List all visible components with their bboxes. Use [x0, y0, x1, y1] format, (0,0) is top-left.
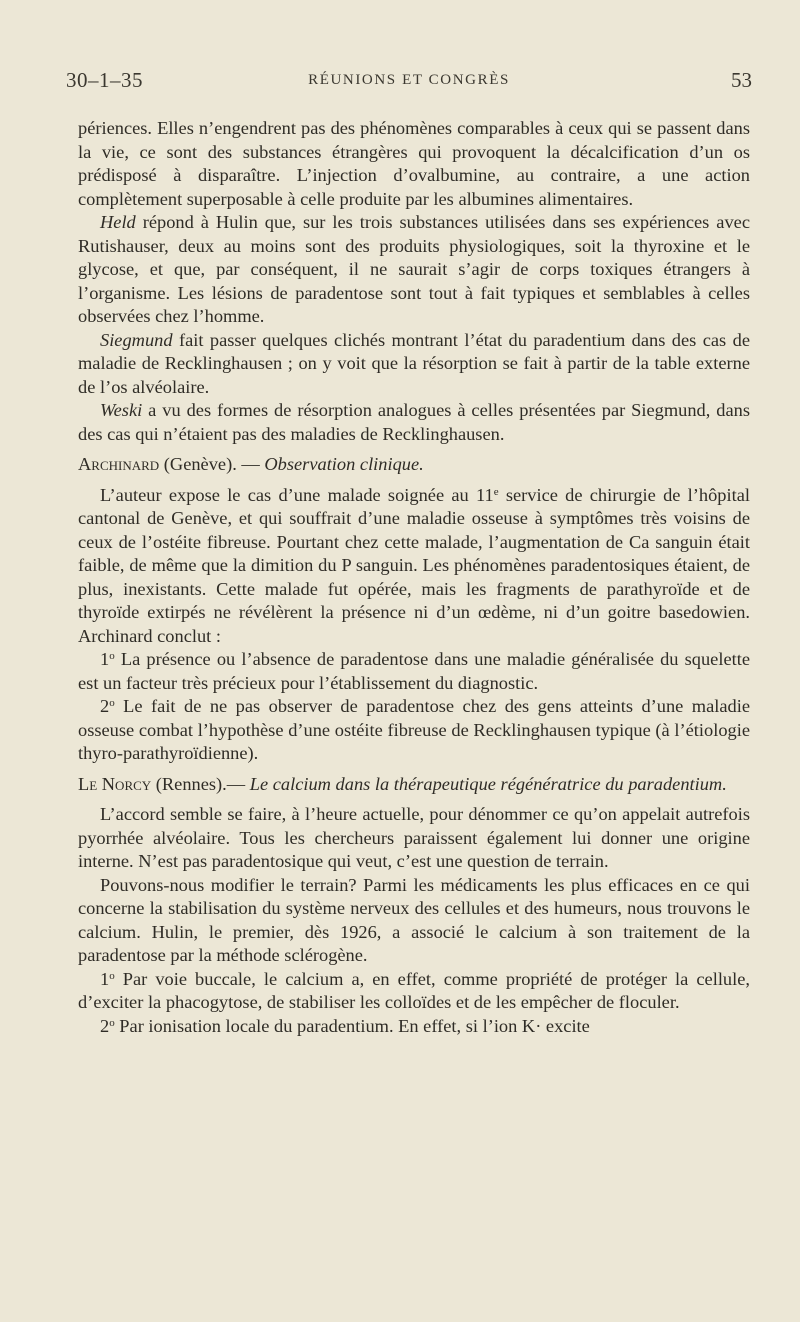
speaker-name: Siegmund: [100, 329, 173, 350]
paragraph-text: service de chirurgie de l’hôpital cantonal de Genève, et qui souffrait d’une maladie osseuse à symptômes très voisins de ceux de l’ostéite fibreuse. Pourtant chez cette malade, l’augmentation de Ca sanguin était faible, de même que la dimition du P sanguin. Les phénomènes paradentosiques étaient, de plus, inexistants. Cette malade fut opérée, mais les fragments de parathyroïde et de thyroïde extirpés ne révélèrent la présence ni d’un œdème, ni d’un goitre basedowien. Archinard conclut :: [78, 484, 750, 646]
page-number: 53: [731, 68, 752, 92]
paragraph-text: Le fait de ne pas observer de paradentose chez des gens atteints d’une maladie osseuse combat l’hypothèse d’une ostéite fibreuse de Recklinghausen typique (à l’étiologie thyro-parathyroïdienne).: [78, 696, 750, 763]
paragraph: [78, 968, 750, 1015]
ordinal-number: 1: [100, 649, 110, 669]
paragraph-text: L’auteur expose le cas d’une malade soignée au: [100, 484, 476, 505]
ordinal-number: 1: [100, 968, 110, 989]
paragraph: [78, 329, 750, 400]
section-heading: [78, 453, 750, 477]
header-running-title: RÉUNIONS ET CONGRÈS: [308, 72, 510, 88]
speaker-name: Held: [100, 212, 136, 232]
ordinal-suffix: o: [109, 697, 115, 709]
paragraph: [78, 648, 750, 695]
header-date: 30–1–35: [66, 68, 143, 92]
body-text: [78, 117, 750, 1038]
paragraph-text: a vu des formes de résorption analogues à celles présentées par Siegmund, dans des cas qui n’étaient pas des maladies de Recklinghausen.: [78, 400, 750, 444]
ordinal-number: 2: [100, 1015, 110, 1036]
section-place: (Rennes).—: [151, 773, 250, 794]
ordinal-suffix: o: [109, 650, 115, 662]
paragraph-text: La présence ou l’absence de paradentose dans une maladie généralisée du squelette est un facteur très précieux pour l’établissement du diagnostic.: [78, 649, 750, 693]
paragraph-text: périences. Elles n’engendrent pas des phénomènes comparables à ceux qui se passent dans la vie, ce sont des substances étrangères qui provoquent la décalcification d’un os prédisposé à disparaître. L’injection d’ovalbumine, au contraire, a une action complètement superposable à celle produite par les albumines alimentaires.: [78, 118, 750, 209]
paragraph-text: Pouvons-nous modifier le terrain? Parmi les médicaments les plus efficaces en ce qui concerne la stabilisation du système nerveux des cellules et des humeurs, nous trouvons le calcium. Hulin, le premier, dès 1926, a associé le calcium à son traitement de la paradentose par la méthode sclérogène.: [78, 874, 750, 965]
section-title: Le calcium dans la thérapeutique régénératrice du paradentium.: [249, 773, 727, 794]
paragraph-text: Par voie buccale, le calcium a, en effet, comme propriété de protéger la cellule, d’exciter la phacogytose, de stabiliser les colloïdes et de les empêcher de floculer.: [78, 968, 750, 1012]
ordinal-suffix: e: [493, 485, 499, 498]
ordinal-number: 2: [100, 696, 110, 716]
paragraph-text: répond à Hulin que, sur les trois substances utilisées dans ses expériences avec Rutishauser, deux au moins sont des produits physiologiques, soit la thyroxine et le glycose, et que, par conséquent, il ne saurait s’agir de corps toxiques étrangers à l’organisme. Les lésions de paradentose sont tout à fait typiques et semblables à celles observées chez l’homme.: [78, 212, 750, 326]
paragraph: [78, 399, 750, 446]
running-header: [66, 68, 752, 100]
section-heading: [78, 773, 750, 797]
section-author: Archinard: [78, 454, 160, 474]
ordinal-suffix: o: [109, 969, 115, 982]
paragraph: [78, 211, 750, 329]
paragraph: [78, 695, 750, 766]
paragraph: [78, 803, 750, 874]
section-author: Le Norcy: [78, 773, 152, 794]
section-title: Observation clinique.: [264, 454, 424, 474]
paragraph: [78, 1015, 750, 1039]
paragraph: [78, 874, 750, 968]
paragraph-text: fait passer quelques clichés montrant l’état du paradentium dans des cas de maladie de Recklinghausen ; on y voit que la résorption se fait à partir de la table externe de l’os alvéolaire.: [78, 329, 750, 397]
paragraph-text: L’accord semble se faire, à l’heure actuelle, pour dénommer ce qu’on appelait autrefois pyorrhée alvéolaire. Tous les chercheurs paraissent également lui donner une origine interne. N’est pas paradentosique qui veut, c’est une question de terrain.: [78, 804, 750, 871]
section-place: (Genève). —: [159, 454, 265, 474]
ordinal-suffix: o: [109, 1016, 115, 1029]
paragraph: [78, 117, 750, 211]
ordinal-number: 11: [475, 484, 494, 505]
paragraph-text: Par ionisation locale du paradentium. En effet, si l’ion K· excite: [114, 1015, 590, 1036]
paragraph: [78, 484, 750, 649]
speaker-name: Weski: [100, 400, 143, 420]
